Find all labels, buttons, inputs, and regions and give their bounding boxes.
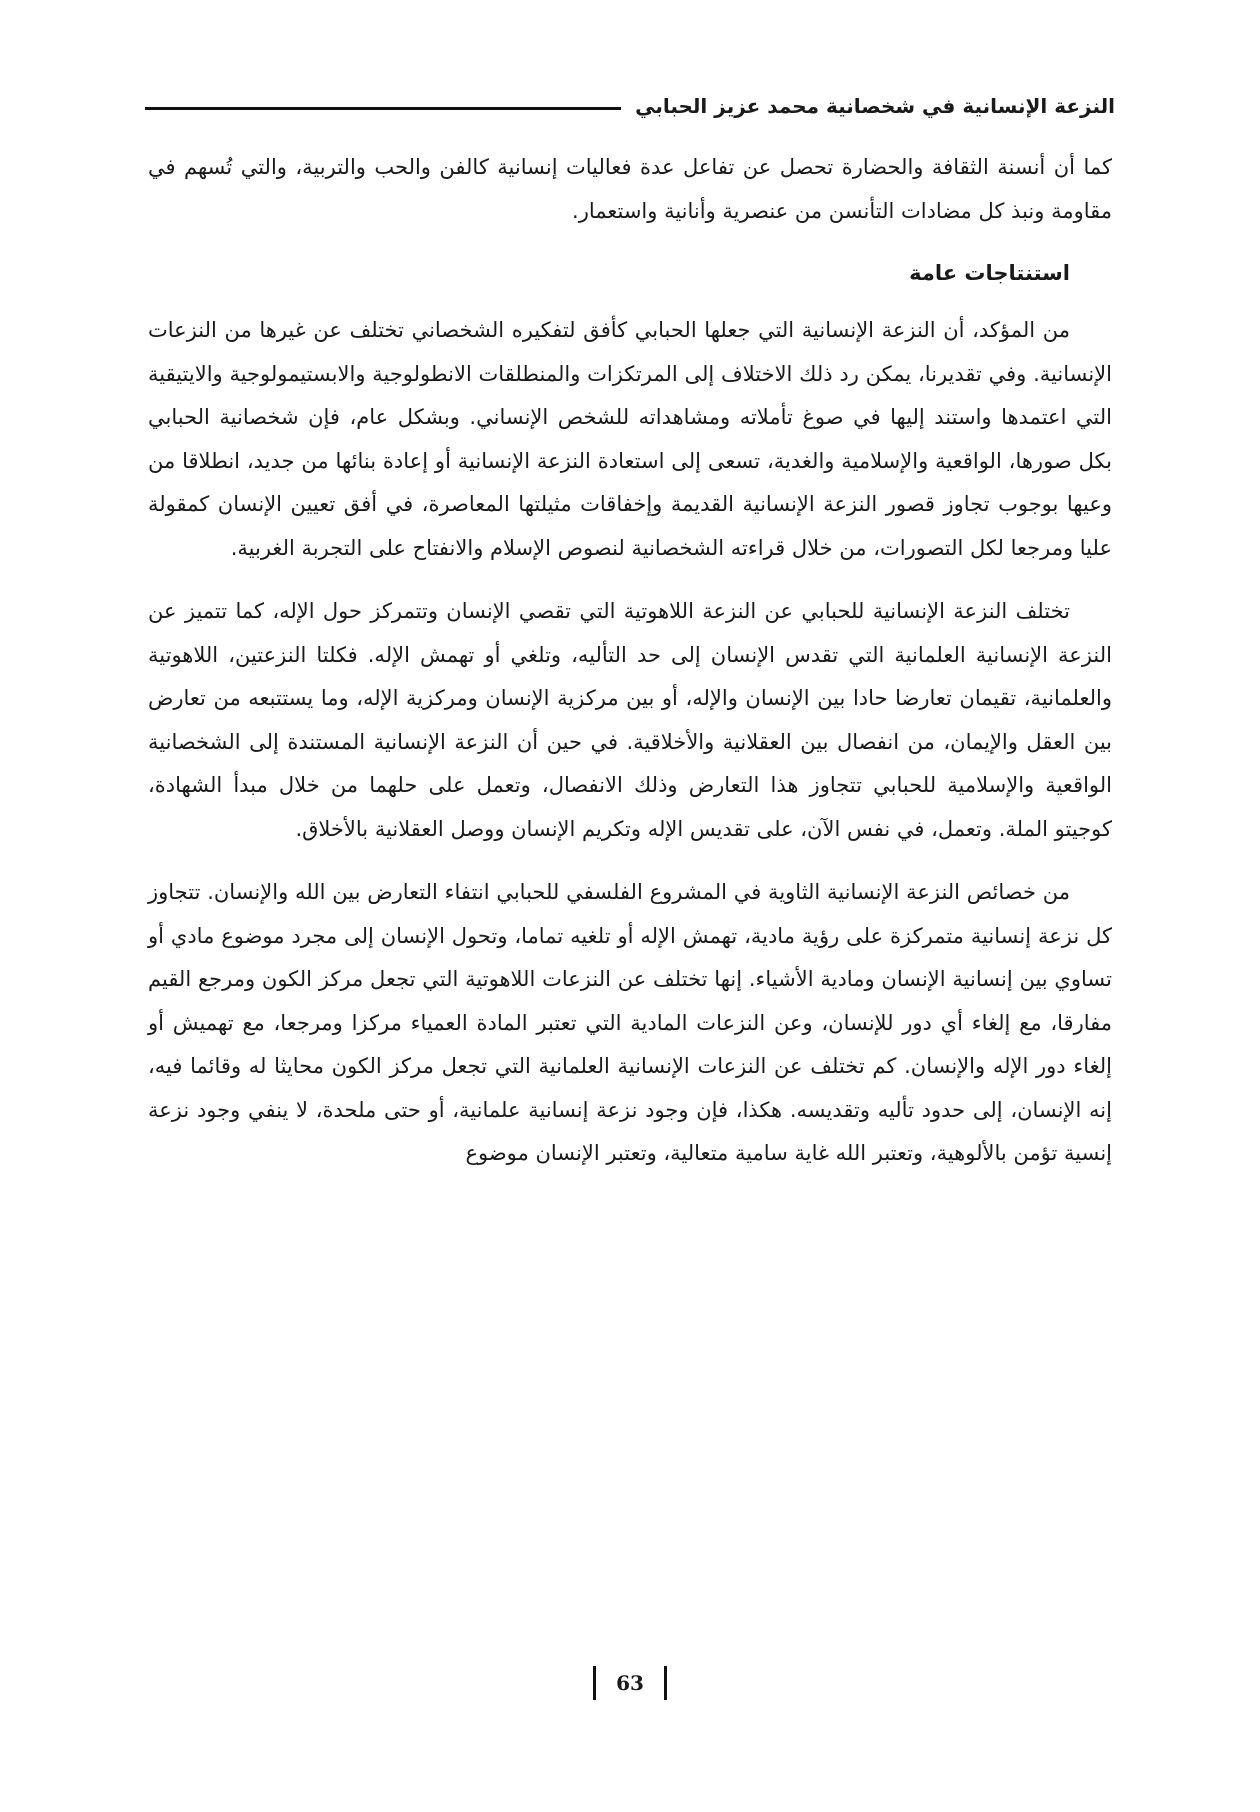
header-rule — [145, 107, 621, 110]
running-header — [145, 86, 1115, 126]
page-body — [148, 146, 1112, 1196]
paragraph-2: تختلف النزعة الإنسانية للحبابي عن النزعة اللاهوتية التي تقصي الإنسان وتتمركز حول الإله، كما تتميز عن النزعة الإنسانية العلمانية التي تقدس الإنسان إلى حد التأليه، وتلغي أو تهمش الإله. فكلتا النزعتين، اللاهوتية والعلمانية، تقيمان تعارضا حادا بين الإنسان والإله، أو بين مركزية الإنسان ومركزية الإله، وما يستتبعه من تعارض بين العقل والإيمان، من انفصال بين العقلانية والأخلاقية. في حين أن النزعة الإنسانية المستندة إلى الشخصانية الواقعية والإسلامية للحبابي تتجاوز هذا التعارض وذلك الانفصال، وتعمل على حلهما من خلال مبدأ الشهادة، كوجيتو الملة. وتعمل، في نفس الآن، على تقديس الإله وتكريم الإنسان ووصل العقلانية بالأخلاق. — [148, 599, 1112, 841]
running-header-title: النزعة الإنسانية في شخصانية محمد عزيز الحبابي — [635, 94, 1115, 118]
paragraph-1: من المؤكد، أن النزعة الإنسانية التي جعلها الحبابي كأفق لتفكيره الشخصاني تختلف عن غيرها من النزعات الإنسانية. وفي تقديرنا، يمكن رد ذلك الاختلاف إلى المرتكزات والمنطلقات الانطولوجية والابستيمولوجية والايتيقية التي اعتمدها واستند إليها في صوغ تأملاته ومشاهداته للشخص الإنساني. وبشكل عام، فإن شخصانية الحبابي بكل صورها، الواقعية والإسلامية والغدية، تسعى إلى استعادة النزعة الإنسانية أو إعادة بنائها من جديد، انطلاقا من وعيها بوجوب تجاوز قصور النزعة الإنسانية القديمة وإخفاقات مثيلتها المعاصرة، في أفق تعيين الإنسان كمقولة عليا ومرجعا لكل التصورات، من خلال قراءته الشخصانية لنصوص الإسلام والانفتاح على التجربة الغربية. — [148, 318, 1112, 560]
paragraph-3: من خصائص النزعة الإنسانية الثاوية في المشروع الفلسفي للحبابي انتفاء التعارض بين الله والإنسان. تتجاوز كل نزعة إنسانية متمركزة على رؤية مادية، تهمش الإله أو تلغيه تماما، وتحول الإنسان إلى مجرد موضوع مادي أو تساوي بين إنسانية الإنسان ومادية الأشياء. إنها تختلف عن النزعات اللاهوتية التي تجعل مركز الكون ومرجع القيم مفارقا، مع إلغاء أي دور للإنسان، وعن النزعات المادية التي تعتبر المادة العمياء مركزا ومرجعا، مع تهميش أو إلغاء دور الإله والإنسان. كم تختلف عن النزعات الإنسانية العلمانية التي تجعل مركز الكون محايثا له وقائما فيه، إنه الإنسان، إلى حدود تأليه وتقديسه. هكذا، فإن وجود نزعة إنسانية علمانية، أو حتى ملحدة، لا ينفي وجود نزعة إنسية تؤمن بالألوهية، وتعتبر الله غاية سامية متعالية، وتعتبر الإنسان موضوع — [148, 880, 1112, 1165]
page-number: 63 — [616, 1671, 644, 1695]
page-number-bar-left — [593, 1666, 596, 1700]
paragraph-intro: كما أن أنسنة الثقافة والحضارة تحصل عن تفاعل عدة فعاليات إنسانية كالفن والحب والتربية، والتي تُسهم في مقاومة ونبذ كل مضادات التأنسن من عنصرية وأنانية واستعمار. — [148, 155, 1112, 223]
page-footer — [0, 1666, 1260, 1700]
section-heading: استنتاجات عامة — [909, 261, 1070, 285]
page-number-bar-right — [664, 1666, 667, 1700]
